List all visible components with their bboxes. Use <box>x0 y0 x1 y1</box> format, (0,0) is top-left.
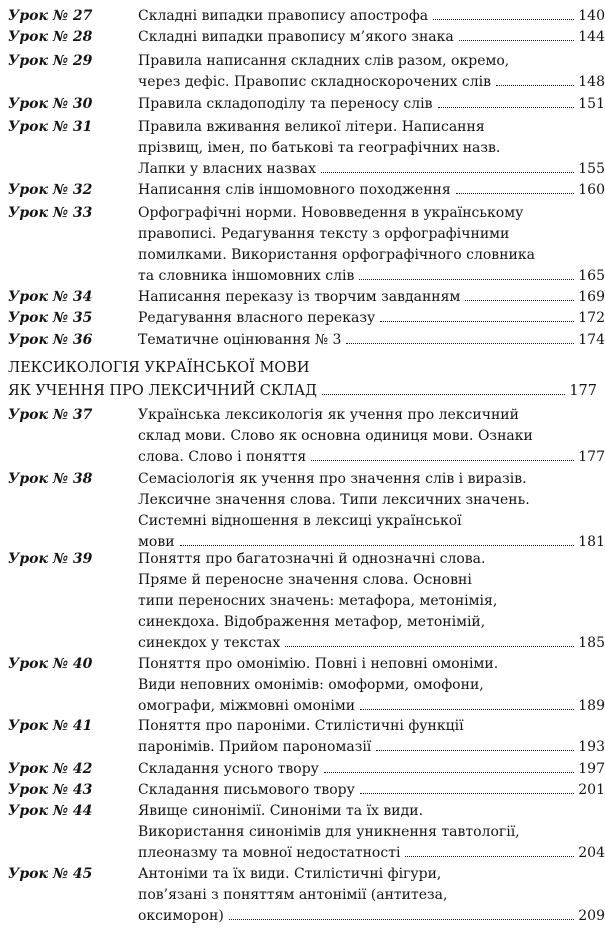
dot-leader <box>321 172 574 173</box>
entry-last-line <box>8 380 597 403</box>
entry-title-line: та словника іншомовних слів <box>138 268 355 284</box>
lesson-title <box>138 405 605 468</box>
dot-leader <box>346 343 574 344</box>
lesson-number: Урок № 29 <box>8 53 93 69</box>
toc-entry[interactable] <box>8 287 605 308</box>
lesson-title <box>138 117 605 180</box>
toc-entry[interactable] <box>8 27 605 48</box>
lesson-title <box>138 203 605 287</box>
lesson-title <box>138 864 605 927</box>
entry-title-line: Тематичне оцінювання № 3 <box>138 332 342 348</box>
dot-leader <box>180 545 575 546</box>
entry-last-line <box>138 27 605 48</box>
lesson-title <box>138 780 605 801</box>
entry-title-line: Поняття про омонімію. Повні і неповні омоніми. <box>138 656 499 672</box>
entry-title-line: Явище синонімії. Синоніми та їх види. <box>138 803 424 819</box>
entry-title-line: синекдох у текстах <box>138 635 281 651</box>
dot-leader <box>376 750 574 751</box>
lesson-number: Урок № 27 <box>8 8 93 24</box>
entry-title-line: мови <box>138 534 175 550</box>
lesson-title <box>138 716 605 758</box>
lesson-number: Урок № 36 <box>8 332 93 348</box>
toc-entry[interactable] <box>8 117 605 180</box>
lesson-number: Урок № 35 <box>8 310 93 326</box>
entry-last-line <box>138 287 605 308</box>
lesson-title <box>138 654 605 717</box>
page-number: 160 <box>578 182 605 198</box>
dot-leader <box>360 709 574 710</box>
dot-leader <box>324 772 574 773</box>
entry-title-line: Види неповних омонімів: омоформи, омофони, <box>138 677 484 693</box>
lesson-number: Урок № 32 <box>8 182 93 198</box>
entry-title-line: плеоназму та мовної недостатності <box>138 845 401 861</box>
dot-leader <box>456 193 575 194</box>
page-number: 204 <box>578 845 605 861</box>
entry-last-line <box>138 759 605 780</box>
lesson-title <box>138 180 605 201</box>
toc-entry[interactable] <box>8 864 605 927</box>
entry-title-line: Антоніми та їх види. Стилістичні фігури, <box>138 866 442 882</box>
entry-last-line <box>138 330 605 351</box>
entry-title-line: Правила написання складних слів разом, окремо, <box>138 53 510 69</box>
entry-title-line: Складання усного твору <box>138 761 319 777</box>
entry-title-line: ЯК УЧЕННЯ ПРО ЛЕКСИЧНИЙ СКЛАД <box>8 383 317 399</box>
lesson-title <box>138 51 605 93</box>
entry-last-line <box>138 696 605 717</box>
lesson-number: Урок № 45 <box>8 866 93 882</box>
lesson-number: Урок № 33 <box>8 205 93 221</box>
section-heading[interactable] <box>8 357 597 403</box>
entry-last-line <box>138 780 605 801</box>
lesson-title <box>138 330 605 351</box>
entry-last-line <box>138 180 605 201</box>
entry-title-line: Семасіологія як учення про значення слів і виразів. <box>138 471 527 487</box>
lesson-number: Урок № 39 <box>8 551 93 567</box>
page-number: 165 <box>578 268 605 284</box>
section-title-line: ЛЕКСИКОЛОГІЯ УКРАЇНСЬКОЇ МОВИ <box>8 360 310 376</box>
entry-title-line: Лексичне значення слова. Типи лексичних значень. <box>138 492 530 508</box>
entry-last-line <box>138 447 605 468</box>
dot-leader <box>285 646 574 647</box>
toc-entry[interactable] <box>8 330 605 351</box>
toc-entry[interactable] <box>8 549 605 654</box>
page-number: 177 <box>578 449 605 465</box>
page-number: 174 <box>578 332 605 348</box>
entry-title-line: Редагування власного переказу <box>138 310 376 326</box>
toc-entry[interactable] <box>8 801 605 864</box>
page-number: 197 <box>578 761 605 777</box>
entry-title-line: Правила складоподілу та переносу слів <box>138 96 433 112</box>
toc-entry[interactable] <box>8 6 605 27</box>
entry-last-line <box>138 72 605 93</box>
entry-title-line: оксиморон) <box>138 908 224 924</box>
page-number: 201 <box>578 782 605 798</box>
dot-leader <box>433 19 574 20</box>
lesson-title <box>138 287 605 308</box>
entry-last-line <box>138 266 605 287</box>
lesson-title <box>138 469 605 553</box>
entry-title-line: Українська лексикологія як учення про лексичний <box>138 407 519 423</box>
dot-leader <box>311 460 574 461</box>
dot-leader <box>438 107 575 108</box>
toc-entry[interactable] <box>8 780 605 801</box>
lesson-title <box>138 801 605 864</box>
lesson-number: Урок № 42 <box>8 761 93 777</box>
lesson-title <box>138 94 605 115</box>
entry-title-line: правописі. Редагування тексту з орфографічними <box>138 226 510 242</box>
toc-entry[interactable] <box>8 51 605 93</box>
page-number: 189 <box>578 698 605 714</box>
lesson-title <box>138 308 605 329</box>
toc-entry[interactable] <box>8 308 605 329</box>
entry-title-line: склад мови. Слово як основна одиниця мови. Ознаки <box>138 428 533 444</box>
lesson-title <box>138 759 605 780</box>
page-number: 185 <box>578 635 605 651</box>
entry-title-line: Написання слів іншомовного походження <box>138 182 451 198</box>
toc-entry[interactable] <box>8 654 605 717</box>
toc-entry[interactable] <box>8 405 605 468</box>
entry-last-line <box>138 94 605 115</box>
page-number: 151 <box>578 96 605 112</box>
entry-title-line: Поняття про багатозначні й однозначні слова. <box>138 551 486 567</box>
dot-leader <box>359 279 574 280</box>
lesson-number: Урок № 34 <box>8 289 93 305</box>
entry-title-line: прізвищ, імен, по батькові та географічних назв. <box>138 140 501 156</box>
entry-last-line <box>138 737 605 758</box>
lesson-number: Урок № 38 <box>8 471 93 487</box>
entry-title-line: Поняття про пароніми. Стилістичні функції <box>138 718 464 734</box>
entry-last-line <box>138 308 605 329</box>
toc-entry[interactable] <box>8 203 605 287</box>
entry-title-line: паронімів. Прийом парономазії <box>138 739 372 755</box>
dot-leader <box>496 85 574 86</box>
entry-title-line: Системні відношення в лексиці української <box>138 513 462 529</box>
entry-last-line <box>138 843 605 864</box>
entry-title-line: типи переносних значень: метафора, метонімія, <box>138 593 498 609</box>
entry-title-line: Складні випадки правопису м’якого знака <box>138 29 454 45</box>
entry-title-line: Складання письмового твору <box>138 782 355 798</box>
lesson-number: Урок № 30 <box>8 96 93 112</box>
toc-entry[interactable] <box>8 94 605 115</box>
entry-title-line: слова. Слово і поняття <box>138 449 307 465</box>
dot-leader <box>229 919 574 920</box>
page-number: 193 <box>578 739 605 755</box>
page-number: 177 <box>569 383 597 399</box>
entry-last-line <box>138 6 605 27</box>
lesson-number: Урок № 41 <box>8 718 93 734</box>
entry-title-line: синекдоха. Відображення метафор, метонімій, <box>138 614 486 630</box>
entry-title-line: Лапки у власних назвах <box>138 161 316 177</box>
page-number: 148 <box>578 74 605 90</box>
dot-leader <box>380 321 574 322</box>
toc-entry[interactable] <box>8 759 605 780</box>
lesson-title <box>138 27 605 48</box>
entry-title-line: через дефіс. Правопис складноскорочених слів <box>138 74 492 90</box>
entry-title-line: Пряме й переносне значення слова. Основні <box>138 572 472 588</box>
entry-title-line: омографи, міжмовні омоніми <box>138 698 356 714</box>
entry-title-line: Написання переказу із творчим завданням <box>138 289 461 305</box>
entry-last-line <box>138 906 605 927</box>
lesson-number: Урок № 40 <box>8 656 93 672</box>
entry-title-line: Складні випадки правопису апострофа <box>138 8 429 24</box>
lesson-title <box>138 6 605 27</box>
entry-title-line: пов’язані з поняттям антонімії (антитеза, <box>138 887 448 903</box>
dot-leader <box>459 40 575 41</box>
entry-title-line: помилками. Використання орфографічного словника <box>138 247 535 263</box>
dot-leader <box>405 856 574 857</box>
entry-last-line <box>138 633 605 654</box>
lesson-title <box>138 549 605 654</box>
dot-leader <box>465 300 574 301</box>
lesson-number: Урок № 31 <box>8 119 93 135</box>
entry-title-line: Орфографічні норми. Нововведення в українському <box>138 205 524 221</box>
page-number: 181 <box>578 534 605 550</box>
page-number: 144 <box>578 29 605 45</box>
entry-title-line: Використання синонімів для уникнення тавтології, <box>138 824 520 840</box>
entry-last-line <box>138 159 605 180</box>
lesson-number: Урок № 43 <box>8 782 93 798</box>
page-number: 140 <box>578 8 605 24</box>
page-number: 209 <box>578 908 605 924</box>
lesson-number: Урок № 37 <box>8 407 93 423</box>
page-number: 169 <box>578 289 605 305</box>
toc-entry[interactable] <box>8 716 605 758</box>
lesson-number: Урок № 28 <box>8 29 93 45</box>
entry-title-line: Правила вживання великої літери. Написання <box>138 119 485 135</box>
toc-entry[interactable] <box>8 469 605 553</box>
dot-leader <box>360 793 574 794</box>
dot-leader <box>322 394 565 395</box>
page-number: 172 <box>578 310 605 326</box>
toc-entry[interactable] <box>8 180 605 201</box>
page-number: 155 <box>578 161 605 177</box>
lesson-number: Урок № 44 <box>8 803 93 819</box>
